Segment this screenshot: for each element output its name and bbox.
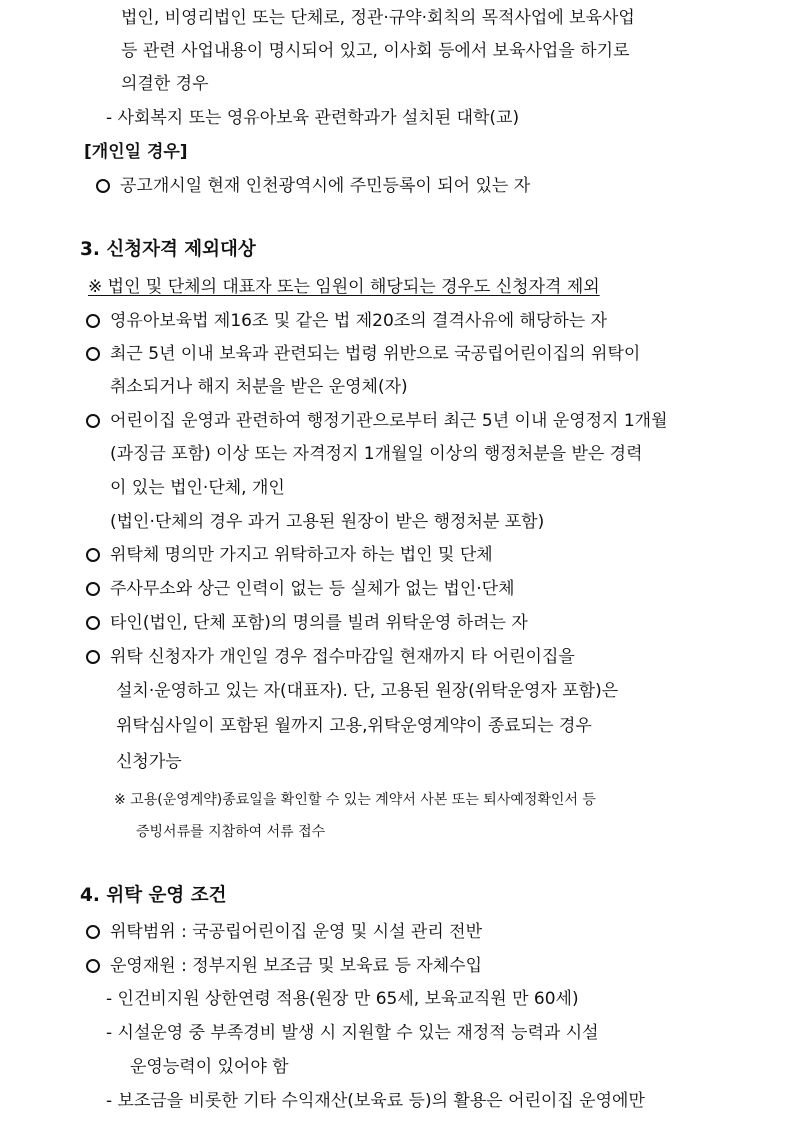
body-text: 취소되거나 해지 처분을 받은 운영체(자) [110, 377, 408, 397]
footnote-text: ※ 고용(운영계약)종료일을 확인할 수 있는 계약서 사본 또는 퇴사예정확인서 등 [114, 792, 596, 808]
body-text: 의결한 경우 [121, 74, 209, 94]
body-text: 신청가능 [116, 752, 182, 772]
list-item [86, 612, 528, 634]
section-title: 4. 위탁 운영 조건 [80, 885, 227, 906]
circle-bullet-icon [86, 925, 100, 939]
circle-bullet-icon [96, 179, 110, 193]
list-item-text: 최근 5년 이내 보육과 관련되는 법령 위반으로 국공립어린이집의 위탁이 [110, 344, 641, 364]
list-item-text: 영유아보육법 제16조 및 같은 법 제20조의 결격사유에 해당하는 자 [110, 311, 608, 331]
circle-bullet-icon [86, 314, 100, 328]
circle-bullet-icon [86, 347, 100, 361]
list-item [86, 578, 515, 600]
body-text: 이 있는 법인·단체, 개인 [110, 478, 285, 498]
subheading-personal: [개인일 경우] [84, 142, 188, 162]
list-item [86, 921, 482, 943]
list-item-text: 위탁 신청자가 개인일 경우 접수마감일 현재까지 타 어린이집을 [110, 647, 575, 667]
body-text: (과징금 포함) 이상 또는 자격정지 1개월일 이상의 행정처분을 받은 경력 [110, 444, 643, 464]
circle-bullet-icon [86, 959, 100, 973]
list-item [96, 175, 530, 197]
dash-item: - 보조금을 비롯한 기타 수익재산(보육료 등)의 활용은 어린이집 운영에만 [106, 1091, 645, 1111]
circle-bullet-icon [86, 616, 100, 630]
list-item-text: 타인(법인, 단체 포함)의 명의를 빌려 위탁운영 하려는 자 [110, 613, 528, 633]
list-item [86, 310, 607, 332]
circle-bullet-icon [86, 582, 100, 596]
list-item-text: 어린이집 운영과 관련하여 행정기관으로부터 최근 5년 이내 운영정지 1개월 [110, 411, 668, 431]
section-title: 3. 신청자격 제외대상 [80, 239, 256, 260]
list-item-text: 운영재원 : 정부지원 보조금 및 보육료 등 자체수입 [110, 956, 482, 976]
body-text: 법인, 비영리법인 또는 단체로, 정관·규약·회칙의 목적사업에 보육사업 [121, 8, 635, 28]
circle-bullet-icon [86, 548, 100, 562]
body-text: 설치·운영하고 있는 자(대표자). 단, 고용된 원장(위탁운영자 포함)은 [116, 681, 619, 701]
body-text: 운영능력이 있어야 함 [130, 1057, 289, 1077]
list-item [86, 955, 482, 977]
list-item-text: 주사무소와 상근 인력이 없는 등 실체가 없는 법인·단체 [110, 579, 515, 599]
list-item-text: 공고개시일 현재 인천광역시에 주민등록이 되어 있는 자 [120, 176, 531, 196]
list-item [86, 410, 668, 432]
list-item-text: 위탁체 명의만 가지고 위탁하고자 하는 법인 및 단체 [110, 545, 493, 565]
note-text: ※ 법인 및 단체의 대표자 또는 임원이 해당되는 경우도 신청자격 제외 [88, 277, 600, 297]
dash-item: - 사회복지 또는 영유아보육 관련학과가 설치된 대학(교) [106, 108, 520, 128]
list-item [86, 544, 493, 566]
list-item-text: 위탁범위 : 국공립어린이집 운영 및 시설 관리 전반 [110, 922, 482, 942]
body-text: (법인·단체의 경우 과거 고용된 원장이 받은 행정처분 포함) [110, 512, 545, 532]
circle-bullet-icon [86, 650, 100, 664]
list-item [86, 646, 575, 668]
list-item [86, 343, 640, 365]
dash-item: - 인건비지원 상한연령 적용(원장 만 65세, 보육교직원 만 60세) [106, 989, 579, 1009]
body-text: 위탁심사일이 포함된 월까지 고용,위탁운영계약이 종료되는 경우 [116, 716, 592, 736]
circle-bullet-icon [86, 414, 100, 428]
dash-item: - 시설운영 중 부족경비 발생 시 지원할 수 있는 재정적 능력과 시설 [106, 1023, 599, 1043]
body-text: 등 관련 사업내용이 명시되어 있고, 이사회 등에서 보육사업을 하기로 [121, 41, 630, 61]
footnote-text: 증빙서류를 지참하여 서류 접수 [136, 824, 326, 840]
